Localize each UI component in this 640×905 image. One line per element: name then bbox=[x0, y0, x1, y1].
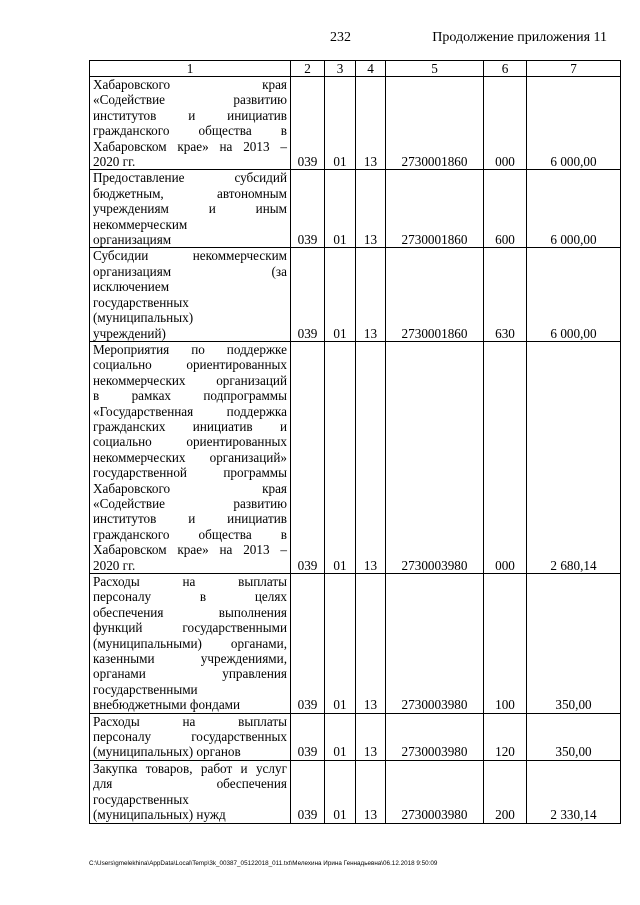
description-line: социально ориентированных bbox=[93, 434, 287, 450]
section-code: 01 bbox=[325, 574, 356, 714]
row-description bbox=[90, 77, 291, 170]
description-line: 2020 гг. bbox=[93, 557, 136, 573]
description-line: государственных bbox=[93, 791, 189, 807]
row-description bbox=[90, 760, 291, 823]
description-line: Хабаровского края bbox=[93, 77, 287, 92]
expense-type-code: 630 bbox=[484, 248, 527, 341]
description-line: гражданского общества в bbox=[93, 123, 287, 139]
target-article-code: 2730003980 bbox=[386, 341, 484, 573]
amount: 350,00 bbox=[527, 574, 621, 714]
subsection-code: 13 bbox=[356, 574, 386, 714]
description-line: персоналу в целях bbox=[93, 589, 287, 605]
description-line: социально ориентированных bbox=[93, 357, 287, 373]
description-line: организациям (за bbox=[93, 263, 287, 279]
expense-type-code: 100 bbox=[484, 574, 527, 714]
target-article-code: 2730001860 bbox=[386, 77, 484, 170]
description-line: «Государственная поддержка bbox=[93, 403, 287, 419]
row-description bbox=[90, 574, 291, 714]
target-article-code: 2730003980 bbox=[386, 760, 484, 823]
ministry-code: 039 bbox=[291, 248, 325, 341]
col-header: 1 bbox=[90, 61, 291, 77]
table-row bbox=[90, 574, 621, 714]
description-line: Предоставление субсидий bbox=[93, 170, 287, 186]
description-line: органами управления bbox=[93, 666, 287, 682]
amount: 6 000,00 bbox=[527, 170, 621, 248]
ministry-code: 039 bbox=[291, 77, 325, 170]
expense-type-code: 120 bbox=[484, 713, 527, 760]
description-line: (муниципальных) органов bbox=[93, 744, 241, 760]
description-line: обеспечения выполнения bbox=[93, 604, 287, 620]
row-description bbox=[90, 170, 291, 248]
amount: 350,00 bbox=[527, 713, 621, 760]
table-row bbox=[90, 760, 621, 823]
col-header: 2 bbox=[291, 61, 325, 77]
col-header: 3 bbox=[325, 61, 356, 77]
budget-table bbox=[89, 60, 621, 824]
description-line: государственной программы bbox=[93, 465, 287, 481]
ministry-code: 039 bbox=[291, 760, 325, 823]
table-row bbox=[90, 248, 621, 341]
description-line: некоммерческих организаций bbox=[93, 372, 287, 388]
amount: 6 000,00 bbox=[527, 248, 621, 341]
description-line: институтов и инициатив bbox=[93, 511, 287, 527]
description-line: «Содействие развитию bbox=[93, 495, 287, 511]
col-header: 5 bbox=[386, 61, 484, 77]
description-line: функций государственными bbox=[93, 620, 287, 636]
description-line: Хабаровском крае» на 2013 – bbox=[93, 138, 287, 154]
section-code: 01 bbox=[325, 77, 356, 170]
subsection-code: 13 bbox=[356, 713, 386, 760]
subsection-code: 13 bbox=[356, 170, 386, 248]
description-line: внебюджетными фондами bbox=[93, 697, 241, 713]
description-line: (муниципальными) органами, bbox=[93, 635, 287, 651]
subsection-code: 13 bbox=[356, 760, 386, 823]
ministry-code: 039 bbox=[291, 170, 325, 248]
description-line: государственных bbox=[93, 294, 189, 310]
col-header: 7 bbox=[527, 61, 621, 77]
description-line: учреждениям и иным bbox=[93, 201, 287, 217]
col-header: 6 bbox=[484, 61, 527, 77]
ministry-code: 039 bbox=[291, 341, 325, 573]
description-line: казенными учреждениями, bbox=[93, 651, 287, 667]
amount: 2 330,14 bbox=[527, 760, 621, 823]
row-description bbox=[90, 341, 291, 573]
table-row bbox=[90, 713, 621, 760]
section-code: 01 bbox=[325, 713, 356, 760]
amount: 6 000,00 bbox=[527, 77, 621, 170]
expense-type-code: 000 bbox=[484, 77, 527, 170]
description-line: (муниципальных) нужд bbox=[93, 807, 226, 823]
row-description bbox=[90, 248, 291, 341]
description-line: «Содействие развитию bbox=[93, 92, 287, 108]
description-line: для обеспечения bbox=[93, 776, 287, 792]
target-article-code: 2730003980 bbox=[386, 713, 484, 760]
table-row bbox=[90, 77, 621, 170]
expense-type-code: 000 bbox=[484, 341, 527, 573]
description-line: Закупка товаров, работ и услуг bbox=[93, 760, 287, 776]
amount: 2 680,14 bbox=[527, 341, 621, 573]
description-line: 2020 гг. bbox=[93, 154, 136, 170]
file-path-footer: C:\Users\gmelekhina\AppData\Local\Temp\3k_00387_05122018_011.txt\Мелехина Ирина Геннадьевна\06.12.2018 9:50:09 bbox=[89, 860, 438, 867]
target-article-code: 2730003980 bbox=[386, 574, 484, 714]
description-line: в рамках подпрограммы bbox=[93, 388, 287, 404]
section-code: 01 bbox=[325, 170, 356, 248]
description-line: бюджетным, автономным bbox=[93, 185, 287, 201]
col-header: 4 bbox=[356, 61, 386, 77]
table-header-row bbox=[90, 61, 621, 77]
description-line: Хабаровском крае» на 2013 – bbox=[93, 542, 287, 558]
ministry-code: 039 bbox=[291, 574, 325, 714]
description-line: организациям bbox=[93, 232, 172, 248]
page-number: 232 bbox=[330, 30, 351, 45]
table-row bbox=[90, 341, 621, 573]
description-line: некоммерческим bbox=[93, 216, 188, 232]
continuation-label: Продолжение приложения 11 bbox=[432, 30, 607, 45]
description-line: гражданского общества в bbox=[93, 526, 287, 542]
section-code: 01 bbox=[325, 248, 356, 341]
target-article-code: 2730001860 bbox=[386, 170, 484, 248]
description-line: некоммерческих организаций» bbox=[93, 449, 287, 465]
description-line: гражданских инициатив и bbox=[93, 418, 287, 434]
description-line: Расходы на выплаты bbox=[93, 713, 287, 729]
description-line: государственными bbox=[93, 681, 198, 697]
description-line: персоналу государственных bbox=[93, 729, 287, 745]
ministry-code: 039 bbox=[291, 713, 325, 760]
description-line: исключением bbox=[93, 279, 170, 295]
subsection-code: 13 bbox=[356, 77, 386, 170]
description-line: институтов и инициатив bbox=[93, 107, 287, 123]
row-description bbox=[90, 713, 291, 760]
expense-type-code: 600 bbox=[484, 170, 527, 248]
description-line: учреждений) bbox=[93, 325, 166, 341]
subsection-code: 13 bbox=[356, 248, 386, 341]
section-code: 01 bbox=[325, 760, 356, 823]
description-line: Хабаровского края bbox=[93, 480, 287, 496]
expense-type-code: 200 bbox=[484, 760, 527, 823]
table-row bbox=[90, 170, 621, 248]
description-line: Мероприятия по поддержке bbox=[93, 341, 287, 357]
target-article-code: 2730001860 bbox=[386, 248, 484, 341]
description-line: Расходы на выплаты bbox=[93, 574, 287, 589]
subsection-code: 13 bbox=[356, 341, 386, 573]
section-code: 01 bbox=[325, 341, 356, 573]
description-line: (муниципальных) bbox=[93, 310, 194, 326]
description-line: Субсидии некоммерческим bbox=[93, 248, 287, 264]
